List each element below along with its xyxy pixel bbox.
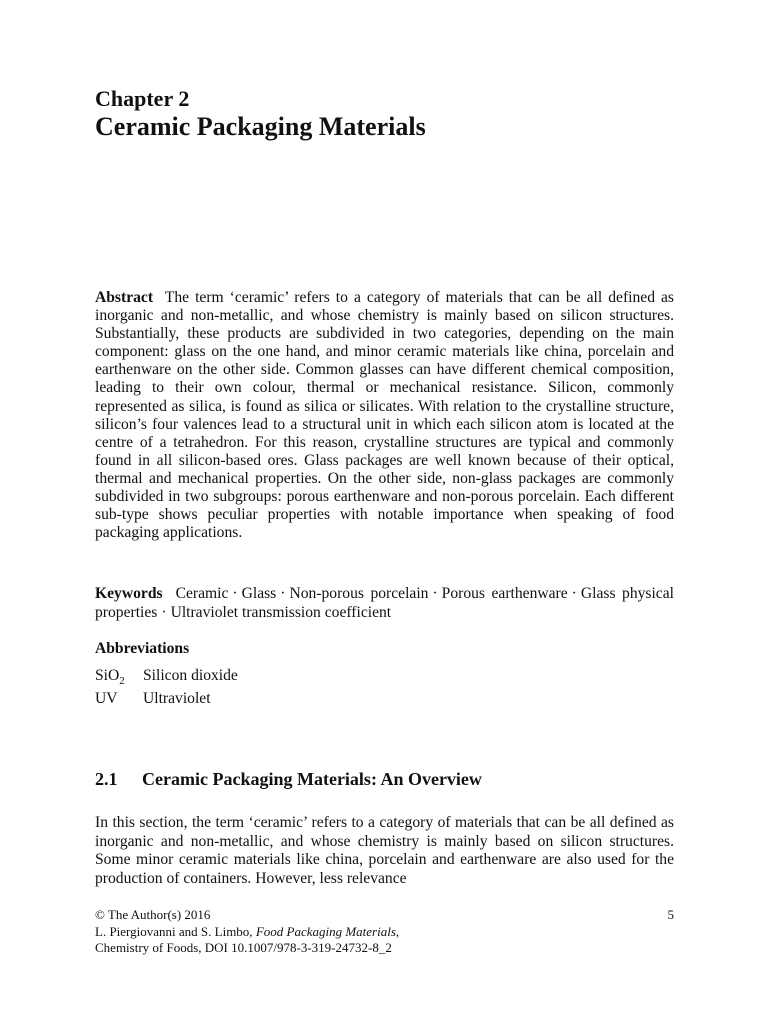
section-heading bbox=[95, 769, 482, 790]
abbreviation-definition: Silicon dioxide bbox=[143, 667, 238, 684]
footer bbox=[95, 907, 674, 957]
abstract-text: The term ‘ceramic’ refers to a category of materials that can be all defined as inorganic and non-metallic, and whose chemistry is mainly based on silicon structures. Substantially, these products are subdivided in two categories, depending on the main component: glass on the one hand, and minor ceramic materials like china, porcelain and earthenware on the other side. Common glasses can have different chemical composition, leading to their own colour, thermal or mechanical resistance. Silicon, commonly represented as silica, is found as silica or silicates. With relation to the crystalline structure, silicon’s four valences lead to a structural unit in which each silicon atom is located at the centre of a tetrahedron. For this reason, crystalline structures are typical and commonly found in all silicon-based ores. Glass packages are well known because of their optical, thermal and mechanical properties. On the other side, non-glass packages are commonly subdivided in two subgroups: porous earthenware and non-porous porcelain. Each different sub-type shows peculiar properties with notable importance when speaking of food packaging applications. bbox=[95, 289, 675, 542]
keyword-separator: · bbox=[232, 585, 238, 602]
abstract bbox=[95, 289, 674, 542]
abbreviations-list bbox=[95, 667, 238, 708]
chapter-title: Ceramic Packaging Materials bbox=[95, 112, 426, 141]
book-title: Food Packaging Materials bbox=[255, 923, 396, 939]
keyword-item: Porous earthenware bbox=[441, 585, 568, 602]
keyword-item: Ultraviolet transmission coefficient bbox=[170, 604, 392, 621]
abbreviation-definition: Ultraviolet bbox=[143, 690, 211, 708]
copyright-line: © The Author(s) 2016 bbox=[95, 907, 211, 922]
keyword-item: Glass bbox=[241, 585, 277, 602]
keyword-item: Ceramic bbox=[175, 585, 229, 602]
keyword-item: Non-porous porcelain bbox=[289, 585, 429, 602]
keyword-separator: · bbox=[432, 585, 438, 602]
citation-line: L. Piergiovanni and S. Limbo, Food Packaging Materials, bbox=[95, 923, 400, 939]
keywords bbox=[95, 584, 674, 622]
page-number: 5 bbox=[667, 907, 674, 922]
abbreviation-term: SiO$_2$ bbox=[95, 667, 125, 688]
section-number: 2.1 bbox=[95, 769, 118, 789]
chapter-label: Chapter 2 bbox=[95, 86, 190, 111]
abstract-label: Abstract bbox=[95, 289, 154, 306]
abbreviation-term: UV bbox=[95, 690, 118, 708]
section-title: Ceramic Packaging Materials: An Overview bbox=[142, 769, 482, 789]
abbreviations-heading: Abbreviations bbox=[95, 640, 190, 657]
page bbox=[95, 0, 674, 1024]
keyword-separator: · bbox=[280, 585, 286, 602]
doi-line: Chemistry of Foods, DOI 10.1007/978-3-319-24732-8_2 bbox=[95, 940, 392, 955]
keyword-item: Glass physical properties bbox=[95, 585, 674, 621]
section-body: In this section, the term ‘ceramic’ refers to a category of materials that can be all defined as inorganic and non-metallic, and whose chemistry is mainly based on silicon structures. Some minor ceramic materials like china, porcelain and earthenware are also used for the production of containers. However, less relevance bbox=[95, 814, 674, 887]
keywords-label: Keywords bbox=[95, 585, 163, 602]
keyword-separator: · bbox=[571, 585, 577, 602]
abbreviation-row bbox=[95, 667, 238, 690]
keyword-separator: · bbox=[161, 604, 167, 621]
abbreviation-row bbox=[95, 690, 238, 708]
